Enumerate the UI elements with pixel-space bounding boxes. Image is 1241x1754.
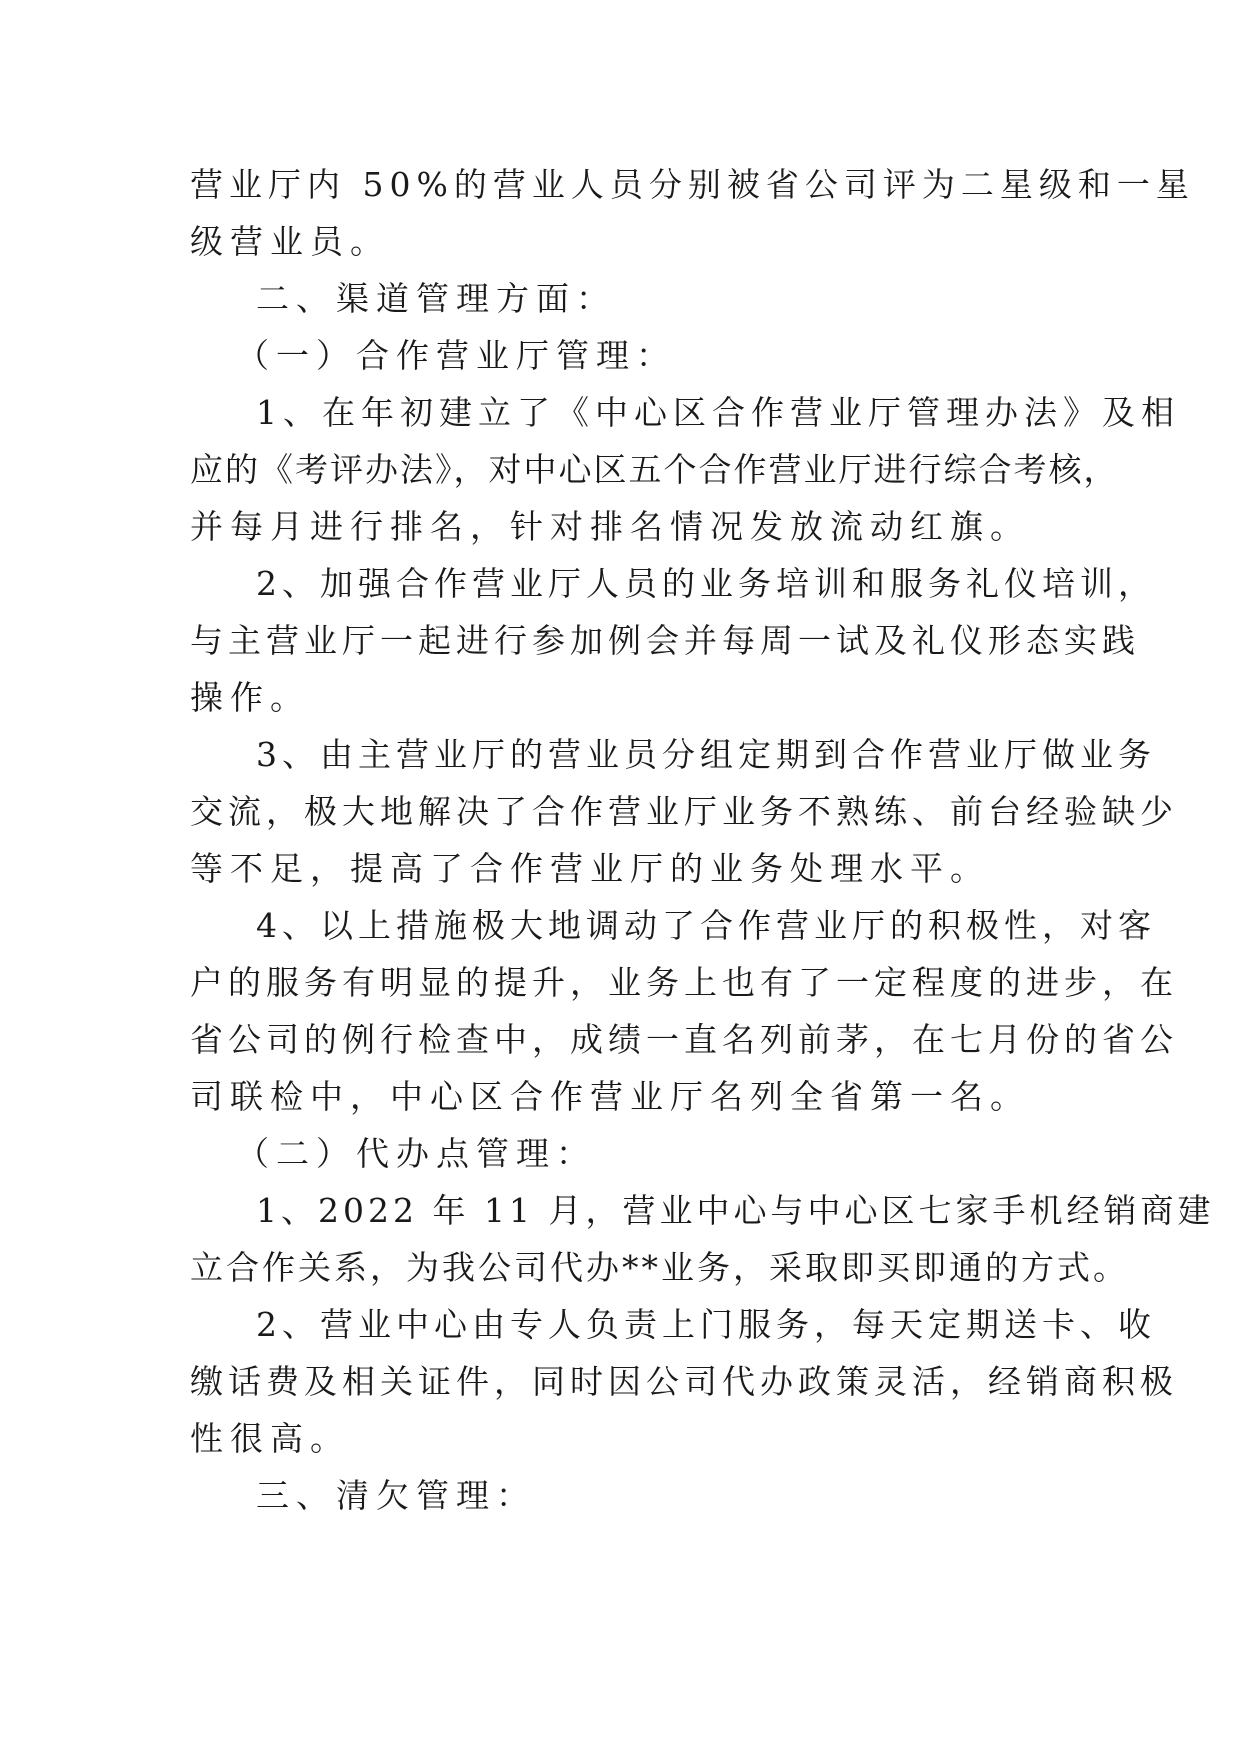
body-text-line: 省公司的例行检查中，成绩一直名列前茅，在七月份的省公 [190, 1020, 1178, 1059]
body-text-line: 立合作关系，为我公司代办**业务，采取即买即通的方式。 [190, 1248, 1129, 1287]
body-text-line: 4、以上措施极大地调动了合作营业厅的积极性，对客 [256, 906, 1156, 945]
body-text-line: 应的《考评办法》，对中心区五个合作营业厅进行综合考核， [190, 450, 1119, 489]
body-text-line: 缴话费及相关证件，同时因公司代办政策灵活，经销商积极 [190, 1362, 1178, 1401]
body-text-line: 性很高。 [190, 1419, 350, 1458]
body-text-line: 1、在年初建立了《中心区合作营业厅管理办法》及相 [256, 393, 1180, 432]
body-text-line: 户的服务有明显的提升，业务上也有了一定程度的进步，在 [190, 963, 1178, 1002]
body-text-line: 2、营业中心由专人负责上门服务，每天定期送卡、收 [256, 1305, 1156, 1344]
body-text-line: 并每月进行排名，针对排名情况发放流动红旗。 [190, 507, 1030, 546]
body-text-line: 2、加强合作营业厅人员的业务培训和服务礼仪培训， [256, 564, 1156, 603]
body-text-line: 1、2022 年 11 月，营业中心与中心区七家手机经销商建 [256, 1191, 1215, 1230]
body-text-line: 与主营业厅一起进行参加例会并每周一试及礼仪形态实践 [190, 621, 1140, 660]
subsection-heading: （二）代办点管理： [236, 1134, 596, 1173]
body-text-line: 3、由主营业厅的营业员分组定期到合作营业厅做业务 [256, 735, 1156, 774]
body-text-line: 等不足，提高了合作营业厅的业务处理水平。 [190, 849, 990, 888]
body-text-line: 交流，极大地解决了合作营业厅业务不熟练、前台经验缺少 [190, 792, 1178, 831]
body-text-line: 司联检中，中心区合作营业厅名列全省第一名。 [190, 1077, 1030, 1116]
body-text-line: 操作。 [190, 678, 310, 717]
section-heading: 三、清欠管理： [256, 1476, 536, 1515]
subsection-heading: （一）合作营业厅管理： [236, 336, 676, 375]
body-text-line: 级营业员。 [190, 222, 390, 261]
section-heading: 二、渠道管理方面： [256, 279, 616, 318]
body-text-line: 营业厅内 50%的营业人员分别被省公司评为二星级和一星 [190, 165, 1195, 204]
